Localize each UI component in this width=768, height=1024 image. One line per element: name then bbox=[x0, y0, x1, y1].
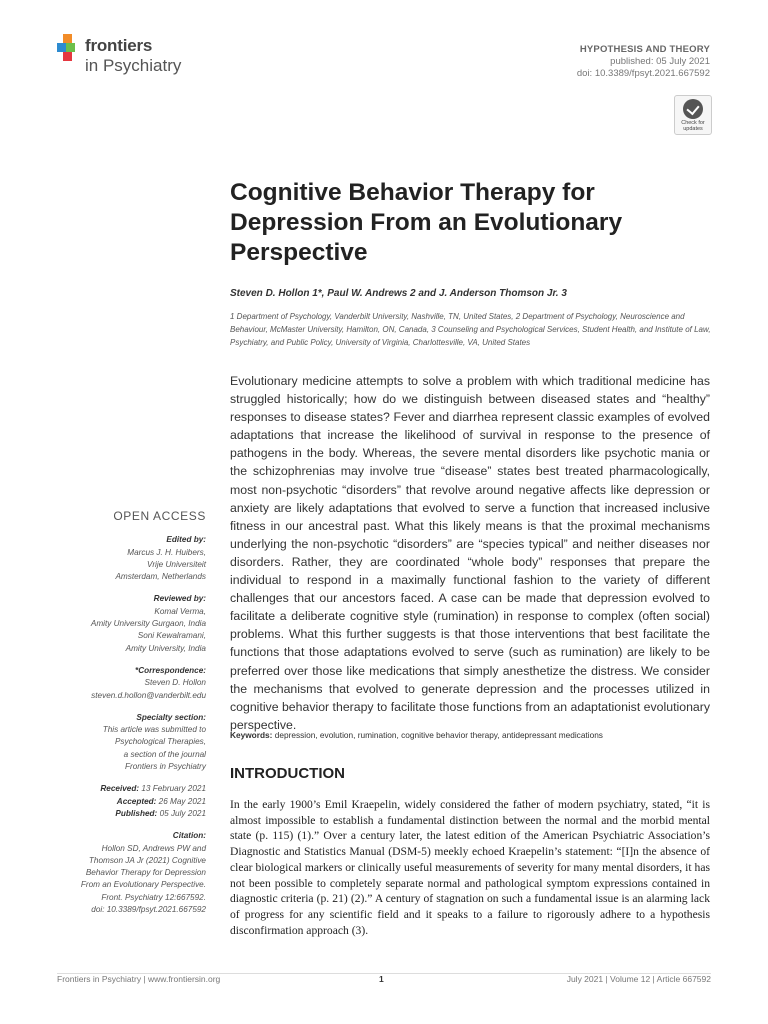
article-title: Cognitive Behavior Therapy for Depression From an Evolutionary Perspective bbox=[230, 179, 623, 266]
specialty-line: Frontiers in Psychiatry bbox=[125, 762, 206, 772]
received-row bbox=[40, 783, 206, 795]
keywords-list: depression, evolution, rumination, cognitive behavior therapy, antidepressant medications bbox=[274, 730, 603, 740]
reviewed-line: Soni Kewalramani, bbox=[137, 631, 206, 641]
check-updates-icon bbox=[683, 99, 703, 119]
correspondence-email[interactable]: steven.d.hollon@vanderbilt.edu bbox=[91, 690, 206, 700]
brand-name: frontiers bbox=[85, 36, 153, 55]
journal-logo bbox=[57, 32, 197, 80]
received-date: 13 February 2021 bbox=[141, 784, 206, 794]
specialty-line: This article was submitted to bbox=[102, 725, 206, 735]
published-date-sidebar: 05 July 2021 bbox=[159, 808, 206, 818]
citation-label: Citation: bbox=[172, 831, 206, 841]
correspondence-name: Steven D. Hollon bbox=[144, 678, 206, 688]
check-updates-label: Check for updates bbox=[681, 120, 705, 132]
published-date: published: 05 July 2021 bbox=[610, 56, 710, 67]
edited-line: Marcus J. H. Huibers, bbox=[127, 547, 206, 557]
footer-issue: July 2021 | Volume 12 | Article 667592 bbox=[566, 974, 711, 984]
page-number: 1 bbox=[379, 974, 384, 984]
correspondence-label: *Correspondence: bbox=[135, 665, 206, 675]
edited-by bbox=[40, 534, 206, 583]
article-meta bbox=[577, 44, 710, 80]
frontiers-logo-icon bbox=[57, 34, 83, 62]
specialty-section bbox=[40, 712, 206, 773]
received-label: Received: bbox=[100, 784, 140, 794]
specialty-label: Specialty section: bbox=[136, 712, 206, 722]
article-dates bbox=[40, 783, 206, 820]
page-footer bbox=[57, 973, 711, 984]
authors: Steven D. Hollon 1*, Paul W. Andrews 2 and J. Anderson Thomson Jr. 3 bbox=[230, 288, 567, 299]
intro-paragraph: In the early 1900’s Emil Kraepelin, widely considered the father of modern psychiatry, stated, “it is almost impossible to establish a fundamental distinction between the normal and the morbid mental state (p. 115) (1).” Over a century later, the latest edition of the American Psychiatric Association’s Diagnostic and Statistics Manual (DSM-5) meekly echoed Kraepelin’s statement: “[I]n the absence of clear biological markers or clinically useful measurements of severity for many mental disorders, it has not been possible to completely separate normal and pathological symptom expressions contained in diagnostic criteria (p. 21) (2).” A century of stagnation on such a fundamental issue is an alarming lack of progress for any scientific field and it speaks to a failure to rigorously adhere to a hypothesis disconfirmation approach (3). bbox=[230, 798, 710, 937]
citation bbox=[40, 830, 206, 916]
published-row bbox=[40, 808, 206, 820]
correspondence bbox=[40, 665, 206, 702]
footer-journal[interactable]: Frontiers in Psychiatry | www.frontiersin.org bbox=[57, 974, 221, 984]
citation-line: Front. Psychiatry 12:667592. bbox=[101, 892, 206, 902]
journal-name: in Psychiatry bbox=[85, 56, 182, 75]
citation-line: Behavior Therapy for Depression bbox=[85, 868, 206, 878]
open-access-label: OPEN ACCESS bbox=[113, 509, 206, 523]
section-heading: INTRODUCTION bbox=[230, 765, 345, 782]
edited-line: Amsterdam, Netherlands bbox=[115, 572, 206, 582]
reviewed-label: Reviewed by: bbox=[153, 594, 206, 604]
reviewed-line: Amity University, India bbox=[125, 643, 206, 653]
citation-line: doi: 10.3389/fpsyt.2021.667592 bbox=[91, 905, 206, 915]
specialty-line: Psychological Therapies, bbox=[114, 737, 206, 747]
article-sidebar bbox=[40, 510, 206, 926]
citation-line: From an Evolutionary Perspective. bbox=[80, 880, 206, 890]
accepted-date: 26 May 2021 bbox=[158, 796, 206, 806]
keywords bbox=[230, 730, 715, 740]
reviewed-by bbox=[40, 593, 206, 654]
keywords-label: Keywords: bbox=[230, 730, 273, 740]
edited-line: Vrije Universiteit bbox=[147, 559, 206, 569]
article-doi[interactable]: doi: 10.3389/fpsyt.2021.667592 bbox=[576, 68, 710, 79]
accepted-label: Accepted: bbox=[116, 796, 157, 806]
specialty-line: a section of the journal bbox=[123, 749, 206, 759]
citation-line: Thomson JA Jr (2021) Cognitive bbox=[88, 855, 206, 865]
affiliations: 1 Department of Psychology, Vanderbilt University, Nashville, TN, United States, 2 Department of Psychology, Neuroscience and Behaviour, McMaster University, Hamilton, ON, Canada, 3 Counseling and Psychological Services, Student Health, and Institute of Law, Psychiatry, and Public Policy, University of Virginia, Charlottesville, VA, United States bbox=[230, 312, 711, 347]
citation-line: Hollon SD, Andrews PW and bbox=[101, 843, 206, 853]
abstract: Evolutionary medicine attempts to solve a problem with which traditional medicine has struggled historically; how do we distinguish between diseased states and “healthy” responses to disease states? Fever and diarrhea represent classic examples of evolved adaptations that increase the likelihood of survival in response to the presence of pathogens in the body. Whereas, the severe mental disorders like psychotic mania or the schizophrenias may involve true “disease” states best treated pharmacologically, most non-psychotic “disorders” that revolve around negative affects like depression or anxiety are likely adaptations that evolved to serve a function that increased inclusive fitness in our ancestral past. What this likely means is that the proximal mechanisms underlying the non-psychotic “disorders” are “species typical” and neither diseases nor disorders. Rather, they are coordinated “whole body” responses that prepare the individual to respond in a maximally functional fashion to the variety of different challenges that our ancestors faced. A case can be made that depression evolved to facilitate a deliberate cognitive style (rumination) in response to complex (often social) problems. What this further suggests is that those interventions that best facilitate the functions that those adaptations evolved to serve (such as rumination) are likely to be preferred over those like medications that simply anesthetize the distress. We consider the mechanisms that evolved to generate depression and the processes utilized in cognitive behavior therapy to facilitate those functions from an adaptationist evolutionary perspective. bbox=[230, 374, 710, 732]
edited-label: Edited by: bbox=[166, 535, 206, 545]
published-label: Published: bbox=[115, 808, 158, 818]
accepted-row bbox=[40, 796, 206, 808]
article-type: HYPOTHESIS AND THEORY bbox=[579, 44, 710, 55]
reviewed-line: Komal Verma, bbox=[154, 606, 206, 616]
reviewed-line: Amity University Gurgaon, India bbox=[90, 619, 206, 629]
check-updates-button[interactable] bbox=[674, 95, 712, 135]
